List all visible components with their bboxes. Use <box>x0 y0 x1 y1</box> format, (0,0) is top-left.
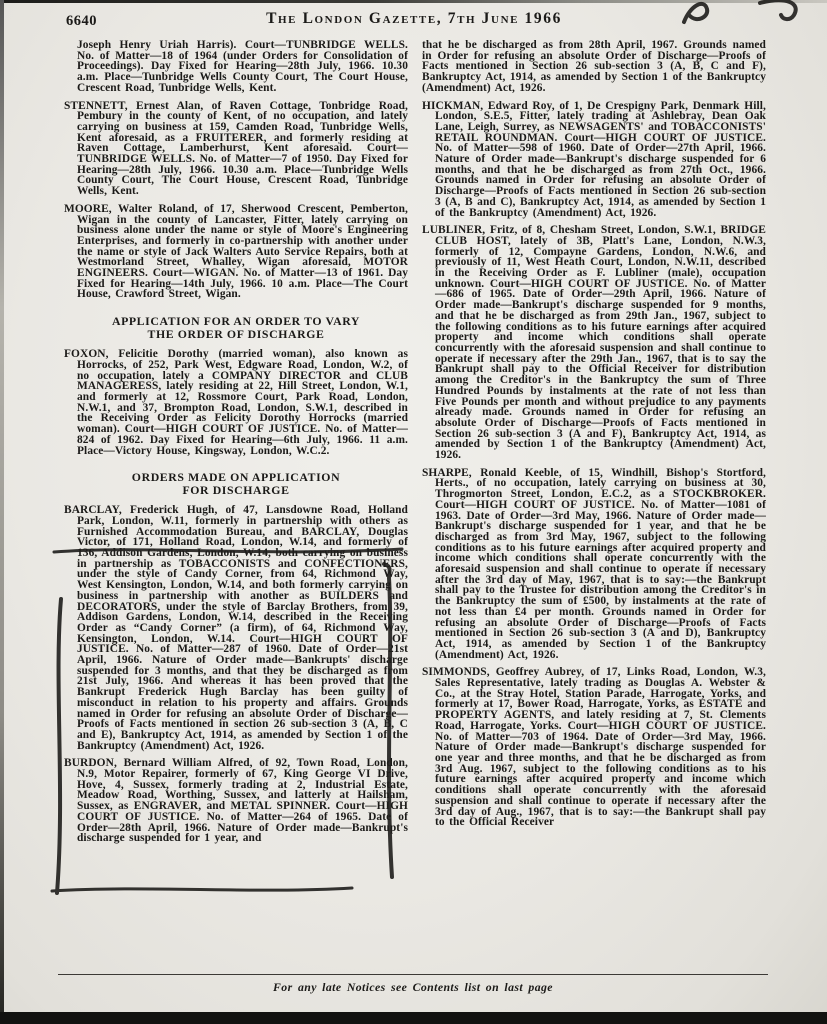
section-heading-orders-discharge <box>64 471 408 496</box>
page-number: 6640 <box>66 13 97 29</box>
notice-burdon: BURDON, Bernard William Alfred, of 92, Town Road, London, N.9, Motor Repairer, formerly of 67, King George VI Drive, Hove, 4, Sussex, formerly trading at 2, Industrial Estate, Meadow Road, Worthing, Sussex, and latterly at Hailsham, Sussex, as ENGRAVER, and METAL SPINNER. Court—HIGH COURT OF JUSTICE. No. of Matter—264 of 1965. Date of Order—28th April, 1966. Nature of Order made—Bankrupt's discharge suspended for 1 year, and <box>64 757 408 845</box>
two-column-text-block <box>64 40 766 976</box>
notice-stennett: STENNETT, Ernest Alan, of Raven Cottage, Tonbridge Road, Pembury in the county of Kent, of no occupation, and lately carrying on business at 159, Camden Road, Tunbridge Wells, Kent aforesaid, as a FRUITERER, and formerly residing at Raven Cottage, Lamberhurst, Kent aforesaid. Court—TUNBRIDGE WELLS. No. of Matter—7 of 1950. Day Fixed for Hearing—28th July, 1966. 10.30 a.m. Place—Tunbridge Wells County Court, The Court House, Crescent Road, Tunbridge Wells, Kent. <box>64 99 408 198</box>
heading-line: APPLICATION FOR AN ORDER TO VARY <box>111 314 361 329</box>
notice-moore: MOORE, Walter Roland, of 17, Sherwood Crescent, Pemberton, Wigan in the county of Lancaster, Fitter, lately carrying on business alone under the name or style of Moore's Engineering Enterprises, and formerly in co-partnership with another under the name or style of Jack Walters Auto Service Repairs, both at Westmorland Street, Whalley, Wigan aforesaid, MOTOR ENGINEERS. Court—WIGAN. No. of Matter—13 of 1961. Day Fixed for Hearing—14th July, 1966. 10 a.m. Place—The Court House, Crawford Street, Wigan. <box>64 202 408 301</box>
notice-burdon-continuation: that he be discharged as from 28th April, 1967. Grounds named in Order for refusing an absolute Order of Discharge—Proofs of Facts mentioned in Section 26 sub-section 3 (A, B, C and F), Bankruptcy Act, 1914, as amended by Section 1 of the Bankruptcy (Amendment) Act, 1926. <box>422 40 766 94</box>
right-column <box>422 40 766 976</box>
ink-bracket-left-of-barclay <box>57 599 61 893</box>
notice-barclay: BARCLAY, Frederick Hugh, of 47, Lansdowne Road, Holland Park, London, W.11, formerly in partnership with others as Furnished Accommodation Bureau, and BARCLAY, Douglas Victor, of 171, Holland Road, London, W.14, and formerly of 136, Addison Gardens, London, W.14, both carrying on business in partnership as TOBACCONISTS and CONFECTIONERS, under the style of Candy Corner, from 64, Richmond Way, West Kensington, London, W.14, and both formerly carrying on business in partnership with another as BUILDERS and DECORATORS, under the style of Barclay Brothers, from 39, Addison Gardens, London, W.14, described in the Receiving Order as “Candy Corner” (a firm), of 64, Richmond Way, Kensington, London, W.14. Court—HIGH COURT OF JUSTICE. No. of Matter—287 of 1960. Date of Order—21st April, 1966. Nature of Order made—Bankrupts' discharge suspended for 3 months, and that they be discharged as from 21st July, 1966. And whereas it has been proved that the Bankrupt Frederick Hugh Barclay has been guilty of misconduct in relation to his property and affairs. Grounds named in Order for refusing an absolute Order of Discharge—Proofs of Facts mentioned in section 26 sub-section 3 (A, B, C and E), Bankruptcy Act, 1914, as amended by Section 1 of the Bankruptcy (Amendment) Act, 1926. <box>64 504 408 752</box>
handwritten-scribble-icon <box>760 0 796 19</box>
heading-line: FOR DISCHARGE <box>182 482 290 497</box>
left-column <box>64 40 408 976</box>
notice-foxon: FOXON, Felicitie Dorothy (married woman), also known as Horrocks, of 252, Park West, Edgware Road, London, W.2, of no occupation, lately a COMPANY DIRECTOR and CLUB MANAGERESS, lately residing at 22, Hill Street, London, W.1, and formerly at 12, Rossmore Court, Park Road, London, N.W.1, and 37, Brompton Road, London, S.W.1, described in the Receiving Order as Felicity Dorothy Horrocks (married woman). Court—HIGH COURT OF JUSTICE. No. of Matter—824 of 1962. Day Fixed for Hearing—6th July, 1966. 11 a.m. Place—Victory House, Kingsway, London, W.C.2. <box>64 348 408 457</box>
notice-hickman: HICKMAN, Edward Roy, of 1, De Crespigny Park, Denmark Hill, London, S.E.5, Fitter, lately trading at Ashlebray, Dean Oak Lane, Leigh, Surrey, as NEWSAGENTS' and TOBACCONISTS' RETAIL ROUNDMAN. Court—HIGH COURT OF JUSTICE. No. of Matter—598 of 1960. Date of Order—27th April, 1966. Nature of Order made—Bankrupt's discharge suspended for 6 months, and that he be discharged as from 27th Oct., 1966. Grounds named in Order for refusing an absolute Order of Discharge—Proofs of Facts mentioned in Section 26 sub-section 3 (A, B and C), Bankruptcy Act, 1914, as amended by Section 1 of the Bankruptcy (Amendment) Act, 1926. <box>422 99 766 219</box>
section-heading-vary-order <box>64 315 408 340</box>
scan-edge-left <box>0 0 4 1024</box>
scan-edge-bottom <box>0 1012 827 1024</box>
notice-harris-continuation: Joseph Henry Uriah Harris). Court—TUNBRIDGE WELLS. No. of Matter—18 of 1964 (under Orders for Consolidation of Proceedings). Day Fixed for Hearing—28th July, 1966. 10.30 a.m. Place—Tunbridge Wells County Court, The Court House, Crescent Road, Tunbridge Wells, Kent. <box>77 40 408 94</box>
heading-line: ORDERS MADE ON APPLICATION <box>131 470 341 485</box>
notice-simmonds: SIMMONDS, Geoffrey Aubrey, of 17, Links Road, London, W.3, Sales Representative, lately trading as Douglas A. Webster & Co., at the Stray Hotel, Station Parade, Harrogate, Yorks, and formerly at 17, Bower Road, Harrogate, Yorks, as ESTATE and PROPERTY AGENTS, and lately residing at 7, St. Clements Road, Harrogate, Yorks. Court—HIGH COURT OF JUSTICE. No. of Matter—703 of 1964. Date of Order—3rd May, 1966. Nature of Order made—Bankrupt's discharge suspended for one year and three months, and that he be discharged as from 3rd Aug. 1967, subject to the following conditions as to his future earnings after acquired property and income which conditions shall operate concurrently with the aforesaid suspension and shall continue to operate if necessary after the 3rd day of Aug., 1967, that is to say:—the Bankrupt shall pay to the Official Receiver <box>422 666 766 829</box>
notice-lubliner: LUBLINER, Fritz, of 8, Chesham Street, London, S.W.1, BRIDGE CLUB HOST, lately of 3B, Platt's Lane, London, N.W.3, formerly of 12, Compayne Gardens, London, N.W.6, and previously of 11, West Heath Court, London, N.W.11, described in the Receiving Order as F. Lubliner (male), occupation unknown. Court—HIGH COURT OF JUSTICE. No. of Matter—686 of 1965. Date of Order—29th April, 1966. Nature of Order made—Bankrupt's discharge suspended for 9 months, and that he be discharged as from 29th Jan., 1967, subject to the following conditions as to his future earnings after acquired property and income which conditions shall operate concurrently with the aforesaid suspension and shall continue to operate if necessary after the 29th Jan., 1967, that is to say the Bankrupt shall pay to the Official Receiver for distribution among the Creditor's in the Bankruptcy the sum of Three Hundred Pounds by instalments at the rate of not less than Five Pounds per month and without prejudice to any payments already made. Grounds named in Order for refusing an absolute Order of Discharge—Proofs of Facts mentioned in Section 26 sub-section 3 (A and F), Bankruptcy Act, 1914, as amended by Section 1 of the Bankruptcy (Amendment) Act, 1926. <box>422 224 766 462</box>
page-header <box>64 10 764 36</box>
heading-line: THE ORDER OF DISCHARGE <box>147 326 325 341</box>
notice-sharpe: SHARPE, Ronald Keeble, of 15, Windhill, Bishop's Stortford, Herts., of no occupation, lately carrying on business at 30, Throgmorton Street, London, E.C.2, as a STOCKBROKER. Court—HIGH COURT OF JUSTICE. No. of Matter—1081 of 1963. Date of Order—3rd May, 1966. Nature of Order made—Bankrupt's discharge suspended for 1 year, and that he be discharged as from 3rd May, 1967, subject to the following conditions as to his future earnings after acquired property and income which conditions shall operate concurrently with the aforesaid suspension and shall continue to operate if necessary after the 3rd day of May, 1967, that is to say:—the Bankrupt shall pay to the Trustee for distribution among the Creditor's in the Bankruptcy the sum of £500, by instalments at the rate of not less than £4 per month. Grounds named in Order for refusing an absolute Order of Discharge—Proofs of Facts mentioned in Section 26 sub-section 3 (A and D), Bankruptcy Act, 1914, as amended by Section 1 of the Bankruptcy (Amendment) Act, 1926. <box>422 466 766 661</box>
footer-note: For any late Notices see Contents list on last page <box>58 974 768 995</box>
masthead-title: The London Gazette, 7th June 1966 <box>266 10 562 27</box>
scan-edge-top <box>0 0 827 3</box>
